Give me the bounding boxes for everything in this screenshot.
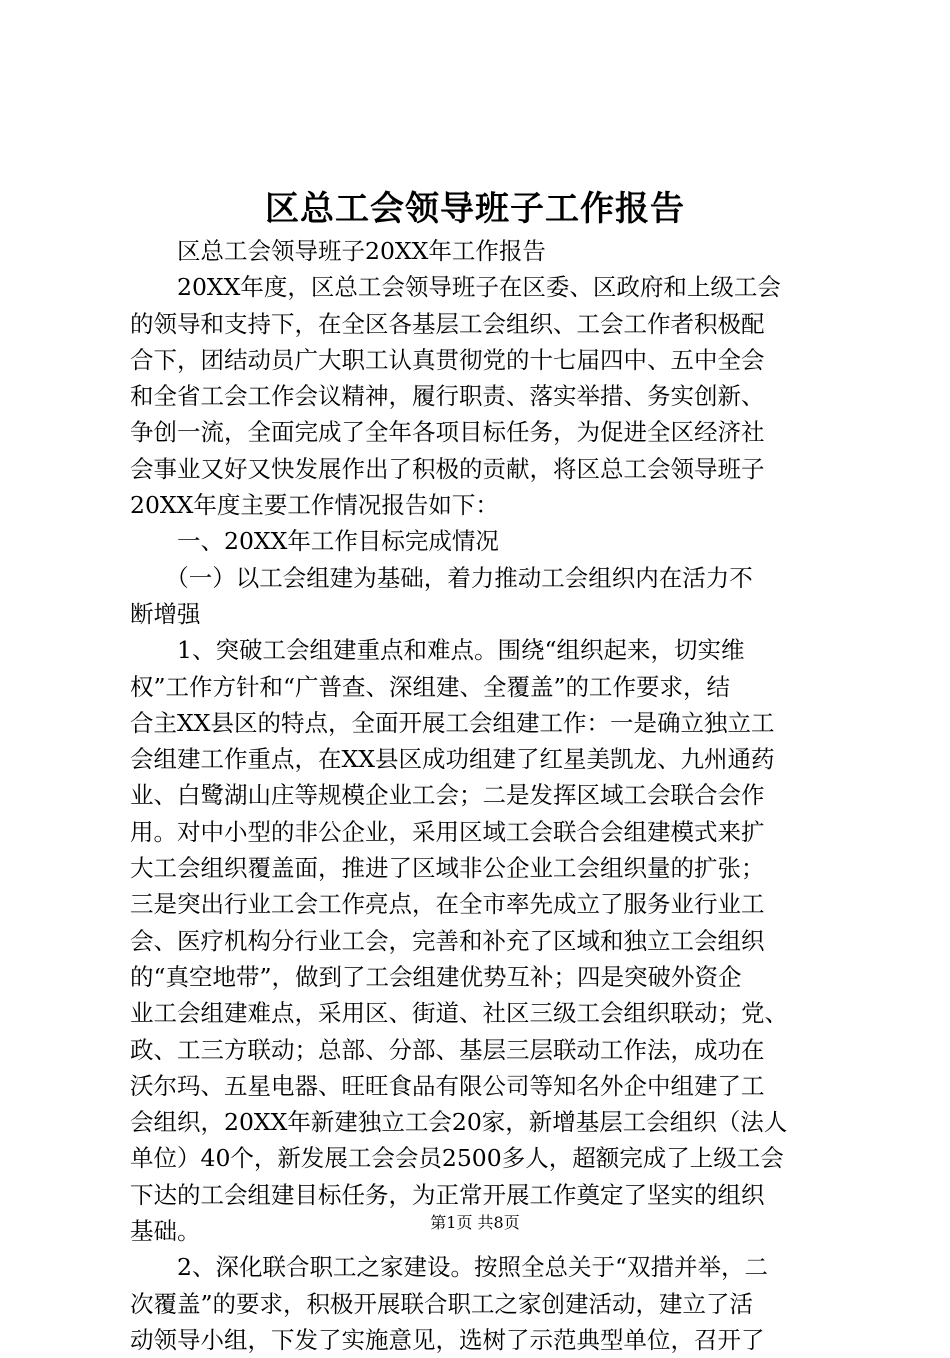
text-line: 合主XX县区的特点，全面开展工会组建工作：一是确立独立工 [130, 708, 775, 737]
text-line: 政、工三方联动；总部、分部、基层三层联动工作法，成功在 [130, 1035, 765, 1064]
text-line: 三是突出行业工会工作亮点，在全市率先成立了服务业行业工 [130, 890, 765, 919]
text-line: 会事业又好又快发展作出了积极的贡献，将区总工会领导班子 [130, 454, 765, 483]
text-line: 一、20XX年工作目标完成情况 [130, 527, 499, 556]
text-line: 合下，团结动员广大职工认真贯彻党的十七届四中、五中全会 [130, 345, 765, 374]
text-line: 用。对中小型的非公企业，采用区域工会联合会组建模式来扩 [130, 817, 765, 846]
text-line: 争创一流，全面完成了全年各项目标任务，为促进全区经济社 [130, 418, 765, 447]
text-line: 1、突破工会组建重点和难点。围绕“组织起来，切实维 [130, 636, 745, 665]
text-line: 和全省工会工作会议精神，履行职责、落实举措、务实创新、 [130, 382, 765, 411]
text-line: 沃尔玛、五星电器、旺旺食品有限公司等知名外企中组建了工 [130, 1071, 765, 1100]
text-line: 的领导和支持下，在全区各基层工会组织、工会工作者积极配 [130, 309, 765, 338]
document-title: 区总工会领导班子工作报告 [265, 189, 685, 229]
text-line: 20XX年度主要工作情况报告如下： [130, 491, 499, 520]
text-line: 下达的工会组建目标任务，为正常开展工作奠定了坚实的组织 [130, 1180, 765, 1209]
text-line: （一）以工会组建为基础，着力推动工会组织内在活力不 [130, 563, 753, 592]
text-line: 基础。 [130, 1217, 201, 1246]
text-line: 会组建工作重点，在XX县区成功组建了红星美凯龙、九州通药 [130, 745, 775, 774]
text-line: 断增强 [130, 599, 201, 628]
text-line: 单位）40个，新发展工会会员2500多人，超额完成了上级工会 [130, 1144, 784, 1173]
page-footer: 第1页 共8页 [430, 1213, 520, 1232]
text-line: 会组织，20XX年新建独立工会20家，新增基层工会组织（法人 [130, 1108, 788, 1137]
text-line: 会、医疗机构分行业工会，完善和补充了区域和独立工会组织 [130, 926, 765, 955]
text-line: 业、白鹭湖山庄等规模企业工会；二是发挥区域工会联合会作 [130, 781, 765, 810]
text-line: 区总工会领导班子20XX年工作报告 [130, 237, 546, 265]
text-line: 动领导小组，下发了实施意见，选树了示范典型单位，召开了 [130, 1325, 765, 1354]
text-line: 权”工作方针和“广普查、深组建、全覆盖”的工作要求，结 [130, 672, 731, 701]
text-line: 业工会组建难点，采用区、街道、社区三级工会组织联动；党、 [130, 999, 788, 1028]
text-line: 次覆盖”的要求，积极开展联合职工之家创建活动，建立了活 [130, 1289, 754, 1318]
text-line: 大工会组织覆盖面，推进了区域非公企业工会组织量的扩张； [130, 854, 765, 883]
text-line: 2、深化联合职工之家建设。按照全总关于“双措并举，二 [130, 1253, 768, 1282]
document-body [130, 233, 830, 1358]
text-line: 的“真空地带”，做到了工会组建优势互补；四是突破外资企 [130, 962, 742, 991]
text-line: 20XX年度，区总工会领导班子在区委、区政府和上级工会 [130, 273, 781, 302]
